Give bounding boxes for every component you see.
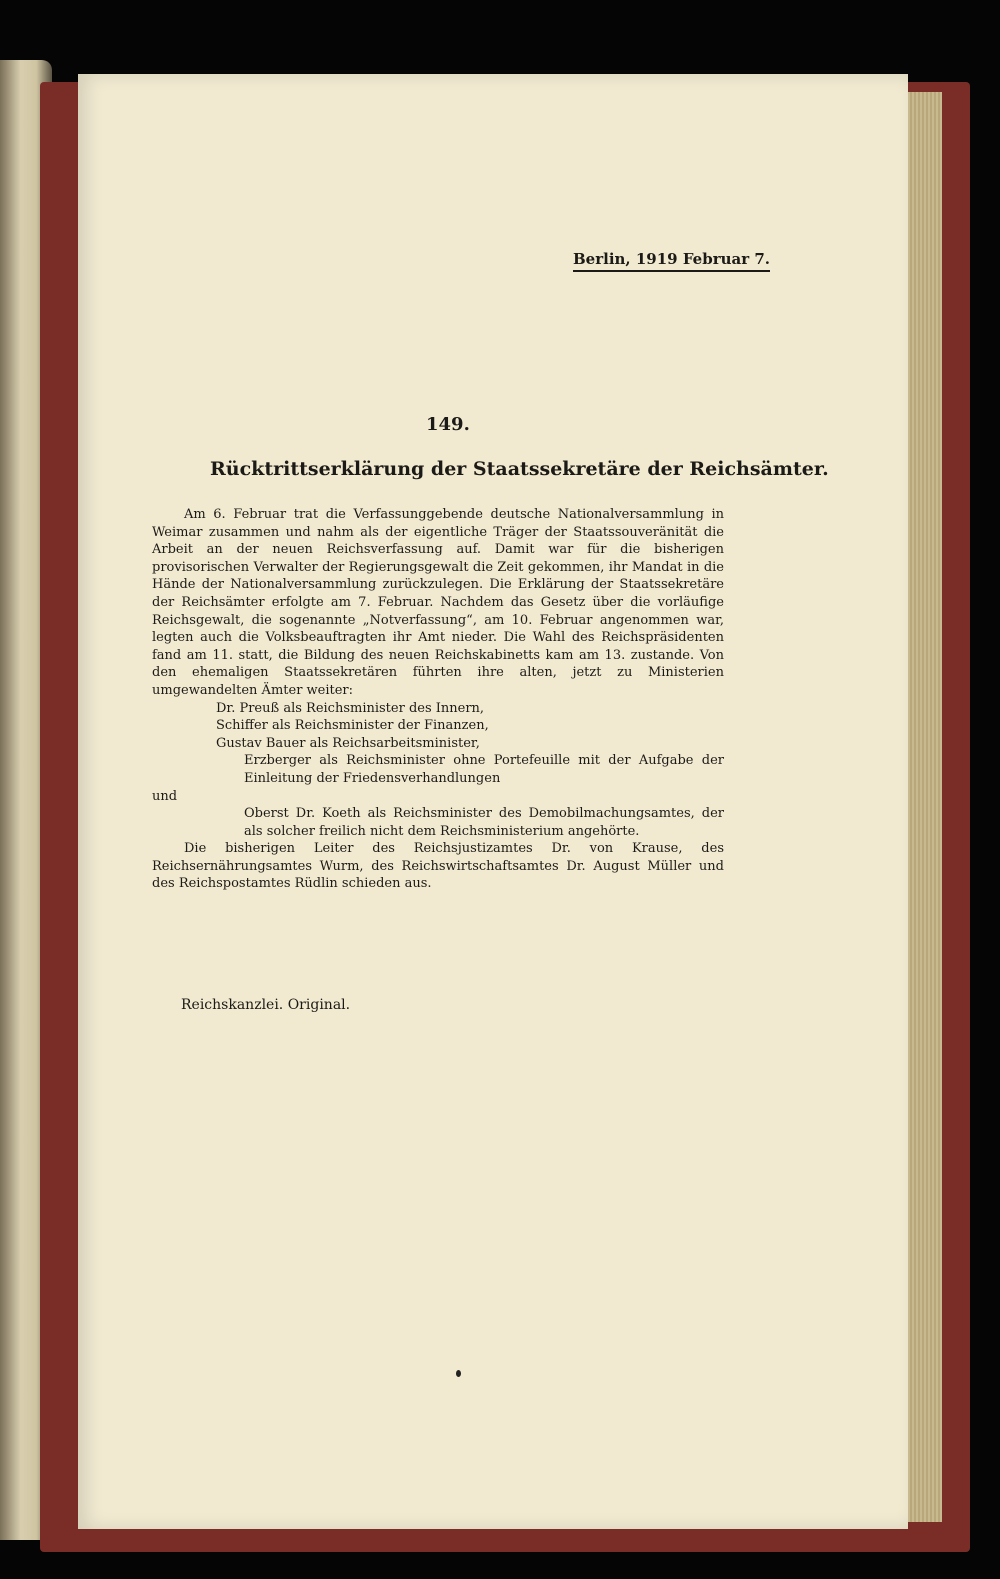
minister-list-last: [152, 805, 724, 840]
minister-item-last: Oberst Dr. Koeth als Reichsminister des Demobilmachungsamtes, der als solcher freilich nicht dem Reichsministerium angehörte.: [244, 806, 724, 839]
ink-speck: [456, 1370, 461, 1377]
minister-item: Gustav Bauer als Reichsarbeitsminister,: [216, 735, 480, 751]
document-title: Rücktrittserklärung der Staatssekretäre der Reichsämter.: [210, 458, 829, 480]
document-date: Berlin, 1919 Februar 7.: [573, 250, 770, 272]
minister-list: [152, 700, 724, 788]
source-note: Reichskanzlei. Original.: [181, 997, 351, 1013]
minister-item: Dr. Preuß als Reichsminister des Innern,: [216, 700, 485, 716]
paragraph-departures: Die bisherigen Leiter des Reichsjustizamtes Dr. von Krause, des Reichsernährungsamtes Wurm, des Reichswirtschaftsamtes Dr. August Müller und des Reichspostamtes Rüdlin schieden aus.: [152, 841, 724, 892]
document-body: [152, 506, 724, 893]
document-number: 149.: [426, 414, 470, 435]
minister-item: Schiffer als Reichsminister der Finanzen,: [216, 718, 489, 734]
minister-item: Erzberger als Reichsminister ohne Portefeuille mit der Aufgabe der Einleitung der Friedensverhandlungen: [244, 753, 724, 786]
conjunction-und: und: [152, 788, 178, 804]
paragraph-intro: Am 6. Februar trat die Verfassunggebende deutsche Nationalversammlung in Weimar zusammen und nahm als der eigentliche Träger der Staatssouveränität die Arbeit an der neuen Reichsverfassung auf. Damit war für die bisherigen provisorischen Verwalter der Regierungsgewalt die Zeit gekommen, ihr Mandat in die Hände der Nationalversammlung zurückzulegen. Die Erklärung der Staatssekretäre der Reichsämter erfolgte am 7. Februar. Nachdem das Gesetz über die vorläufige Reichsgewalt, die sogenannte „Notverfassung“, am 10. Februar angenommen war, legten auch die Volksbeauftragten ihr Amt nieder. Die Wahl des Reichspräsidenten fand am 11. statt, die Bildung des neuen Reichskabinetts kam am 13. zustande. Von den ehemaligen Staatssekretären führten ihre alten, jetzt zu Ministerien umgewandelten Ämter weiter:: [152, 507, 724, 698]
